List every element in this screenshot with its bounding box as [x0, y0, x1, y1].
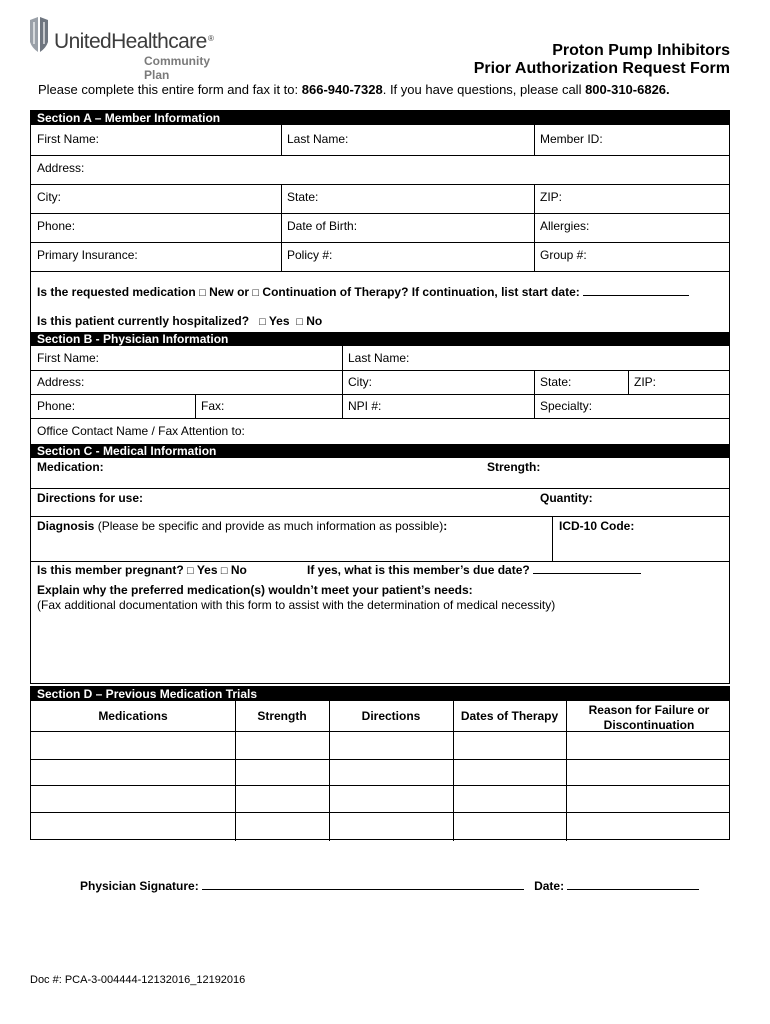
- start-date-field[interactable]: [583, 295, 689, 296]
- pregnant-yes-checkbox[interactable]: □: [187, 565, 194, 577]
- physician-state-field[interactable]: State:: [540, 375, 572, 389]
- explain-question: Explain why the preferred medication(s) wouldn’t meet your patient’s needs:: [37, 583, 473, 597]
- member-city-field[interactable]: City:: [37, 190, 61, 204]
- pregnant-question: Is this member pregnant? □ Yes □ No: [37, 563, 247, 577]
- member-allergies-field[interactable]: Allergies:: [540, 219, 590, 233]
- group-number-field[interactable]: Group #:: [540, 248, 587, 262]
- primary-insurance-field[interactable]: Primary Insurance:: [37, 248, 138, 262]
- due-date-question: If yes, what is this member’s due date?: [307, 563, 641, 577]
- strength-field[interactable]: Strength:: [487, 460, 541, 474]
- fax-number: 866-940-7328: [301, 82, 383, 97]
- table-row[interactable]: [31, 786, 730, 812]
- table-row[interactable]: [31, 732, 730, 759]
- signature-row: [80, 879, 699, 893]
- intro-text: Please complete this entire form and fax it to: 866-940-7328. If you have questions, please call 800-310-6826.: [38, 82, 670, 97]
- member-dob-field[interactable]: Date of Birth:: [287, 219, 358, 233]
- member-state-field[interactable]: State:: [287, 190, 319, 204]
- col-directions: Directions: [361, 709, 421, 723]
- physician-zip-field[interactable]: ZIP:: [634, 375, 657, 389]
- diagnosis-field[interactable]: Diagnosis (Please be specific and provide as much information as possible):: [37, 519, 448, 533]
- physician-city-field[interactable]: City:: [348, 375, 372, 389]
- physician-fax-field[interactable]: Fax:: [201, 399, 225, 413]
- physician-address-field[interactable]: Address:: [37, 375, 85, 389]
- section-d-header: Section D – Previous Medication Trials: [31, 687, 729, 701]
- section-a-header: Section A – Member Information: [31, 111, 729, 125]
- member-id-field[interactable]: Member ID:: [540, 132, 603, 146]
- col-medications: Medications: [98, 709, 168, 723]
- form-sections-a-c: [30, 110, 730, 684]
- continuation-checkbox[interactable]: □: [252, 287, 260, 299]
- signature-date-label: Date:: [534, 879, 565, 893]
- hospitalized-question: Is this patient currently hospitalized? □ Yes □ No: [37, 314, 323, 328]
- form-title-line1: Proton Pump Inhibitors: [552, 42, 730, 59]
- signature-label: Physician Signature:: [80, 879, 199, 893]
- logo-brand: UnitedHealthcare: [54, 30, 207, 53]
- directions-field[interactable]: Directions for use:: [37, 491, 144, 505]
- physician-first-name-field[interactable]: First Name:: [37, 351, 100, 365]
- icd10-code-field[interactable]: ICD-10 Code:: [559, 519, 635, 533]
- shield-logo-icon: [28, 16, 50, 56]
- physician-specialty-field[interactable]: Specialty:: [540, 399, 593, 413]
- new-checkbox[interactable]: □: [199, 287, 206, 299]
- member-first-name-field[interactable]: First Name:: [37, 132, 100, 146]
- hospitalized-no-checkbox[interactable]: □: [296, 316, 303, 328]
- due-date-field[interactable]: [533, 573, 641, 574]
- logo-registered: ®: [208, 34, 214, 43]
- physician-signature-field[interactable]: [202, 889, 524, 890]
- requested-medication-question: Is the requested medication □ New or □ Continuation of Therapy? If continuation, list start date:: [37, 285, 689, 299]
- form-title-line2: Prior Authorization Request Form: [473, 60, 730, 77]
- physician-last-name-field[interactable]: Last Name:: [348, 351, 410, 365]
- logo-subtitle: Community Plan: [144, 54, 210, 82]
- member-address-field[interactable]: Address:: [37, 161, 85, 175]
- explain-note: (Fax additional documentation with this form to assist with the determination of medical necessity): [37, 598, 556, 612]
- section-b-header: Section B - Physician Information: [31, 332, 729, 346]
- office-contact-field[interactable]: Office Contact Name / Fax Attention to:: [37, 424, 245, 438]
- physician-phone-field[interactable]: Phone:: [37, 399, 76, 413]
- logo: [28, 14, 218, 82]
- medication-field[interactable]: Medication:: [37, 460, 104, 474]
- signature-date-field[interactable]: [567, 889, 699, 890]
- policy-number-field[interactable]: Policy #:: [287, 248, 333, 262]
- col-reason-for-failure: Reason for Failure or Discontinuation: [588, 703, 710, 732]
- section-d: [30, 686, 730, 840]
- help-phone: 800-310-6826.: [585, 82, 670, 97]
- member-zip-field[interactable]: ZIP:: [540, 190, 563, 204]
- pregnant-no-checkbox[interactable]: □: [220, 565, 228, 577]
- section-c-header: Section C - Medical Information: [31, 444, 729, 458]
- table-row[interactable]: [31, 813, 730, 840]
- table-row[interactable]: [31, 760, 730, 785]
- member-last-name-field[interactable]: Last Name:: [287, 132, 349, 146]
- quantity-field[interactable]: Quantity:: [540, 491, 593, 505]
- explain-textarea[interactable]: [31, 611, 730, 685]
- col-dates-of-therapy: Dates of Therapy: [460, 709, 559, 723]
- hospitalized-yes-checkbox[interactable]: □: [259, 316, 266, 328]
- member-phone-field[interactable]: Phone:: [37, 219, 76, 233]
- physician-npi-field[interactable]: NPI #:: [348, 399, 382, 413]
- doc-number: Doc #: PCA-3-004444-12132016_12192016: [30, 974, 246, 986]
- col-strength: Strength: [257, 709, 307, 723]
